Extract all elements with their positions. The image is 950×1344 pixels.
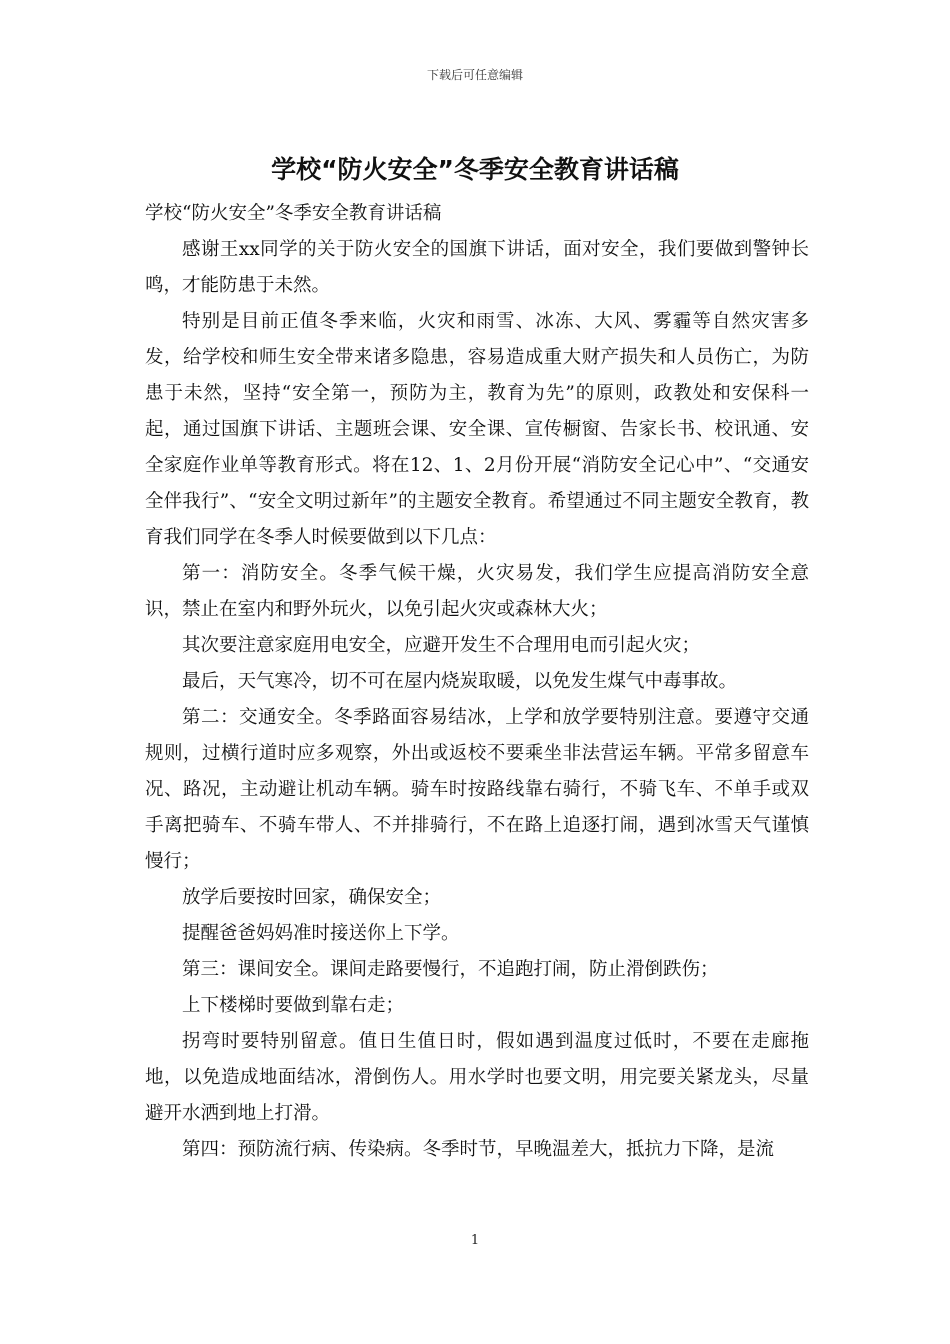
paragraph: 感谢王xx同学的关于防火安全的国旗下讲话，面对安全，我们要做到警钟长鸣，才能防患于未然。 [145, 239, 809, 296]
header-note: 下载后可任意编辑 [426, 68, 523, 82]
paragraph: 第一：消防安全。冬季气候干燥，火灾易发，我们学生应提高消防安全意识，禁止在室内和野外玩火，以免引起火灾或森林大火； [145, 563, 809, 620]
paragraph: 放学后要按时回家，确保安全； [182, 887, 442, 908]
paragraph: 拐弯时要特别留意。值日生值日时，假如遇到温度过低时，不要在走廊拖地，以免造成地面结冰，滑倒伤人。用水学时也要文明，用完要关紧龙头，尽量避开水洒到地上打滑。 [145, 1031, 809, 1124]
paragraph: 特别是目前正值冬季来临，火灾和雨雪、冰冻、大风、雾霾等自然灾害多发，给学校和师生安全带来诸多隐患，容易造成重大财产损失和人员伤亡，为防患于未然，坚持“安全第一，预防为主，教育为先”的原则，政教处和安保科一起，通过国旗下讲话、主题班会课、安全课、宣传橱窗、告家长书、校讯通、安全家庭作业单等教育形式。将在12、1、2月份开展“消防安全记心中”、“交通安全伴我行”、“安全文明过新年”的主题安全教育。希望通过不同主题安全教育，教育我们同学在冬季人时候要做到以下几点： [145, 311, 809, 548]
paragraph: 第四：预防流行病、传染病。冬季时节，早晚温差大，抵抗力下降，是流 [182, 1139, 775, 1160]
paragraph: 最后，天气寒冷，切不可在屋内烧炭取暖，以免发生煤气中毒事故。 [182, 671, 738, 692]
paragraph: 其次要注意家庭用电安全，应避开发生不合理用电而引起火灾； [182, 635, 701, 656]
document-title: 学校“防火安全”冬季安全教育讲话稿 [271, 155, 679, 184]
paragraph: 提醒爸爸妈妈准时接送你上下学。 [182, 923, 460, 944]
page-number: 1 [470, 1233, 480, 1248]
paragraph: 上下楼梯时要做到靠右走； [182, 995, 405, 1016]
paragraph: 学校“防火安全”冬季安全教育讲话稿 [145, 203, 442, 224]
paragraph: 第三：课间安全。课间走路要慢行，不追跑打闹，防止滑倒跌伤； [182, 959, 719, 980]
paragraph: 第二：交通安全。冬季路面容易结冰，上学和放学要特别注意。要遵守交通规则，过横行道时应多观察，外出或返校不要乘坐非法营运车辆。平常多留意车况、路况，主动避让机动车辆。骑车时按路线靠右骑行，不骑飞车、不单手或双手离把骑车、不骑车带人、不并排骑行，不在路上追逐打闹，遇到冰雪天气谨慎慢行； [145, 707, 809, 872]
document-body [145, 196, 809, 1168]
